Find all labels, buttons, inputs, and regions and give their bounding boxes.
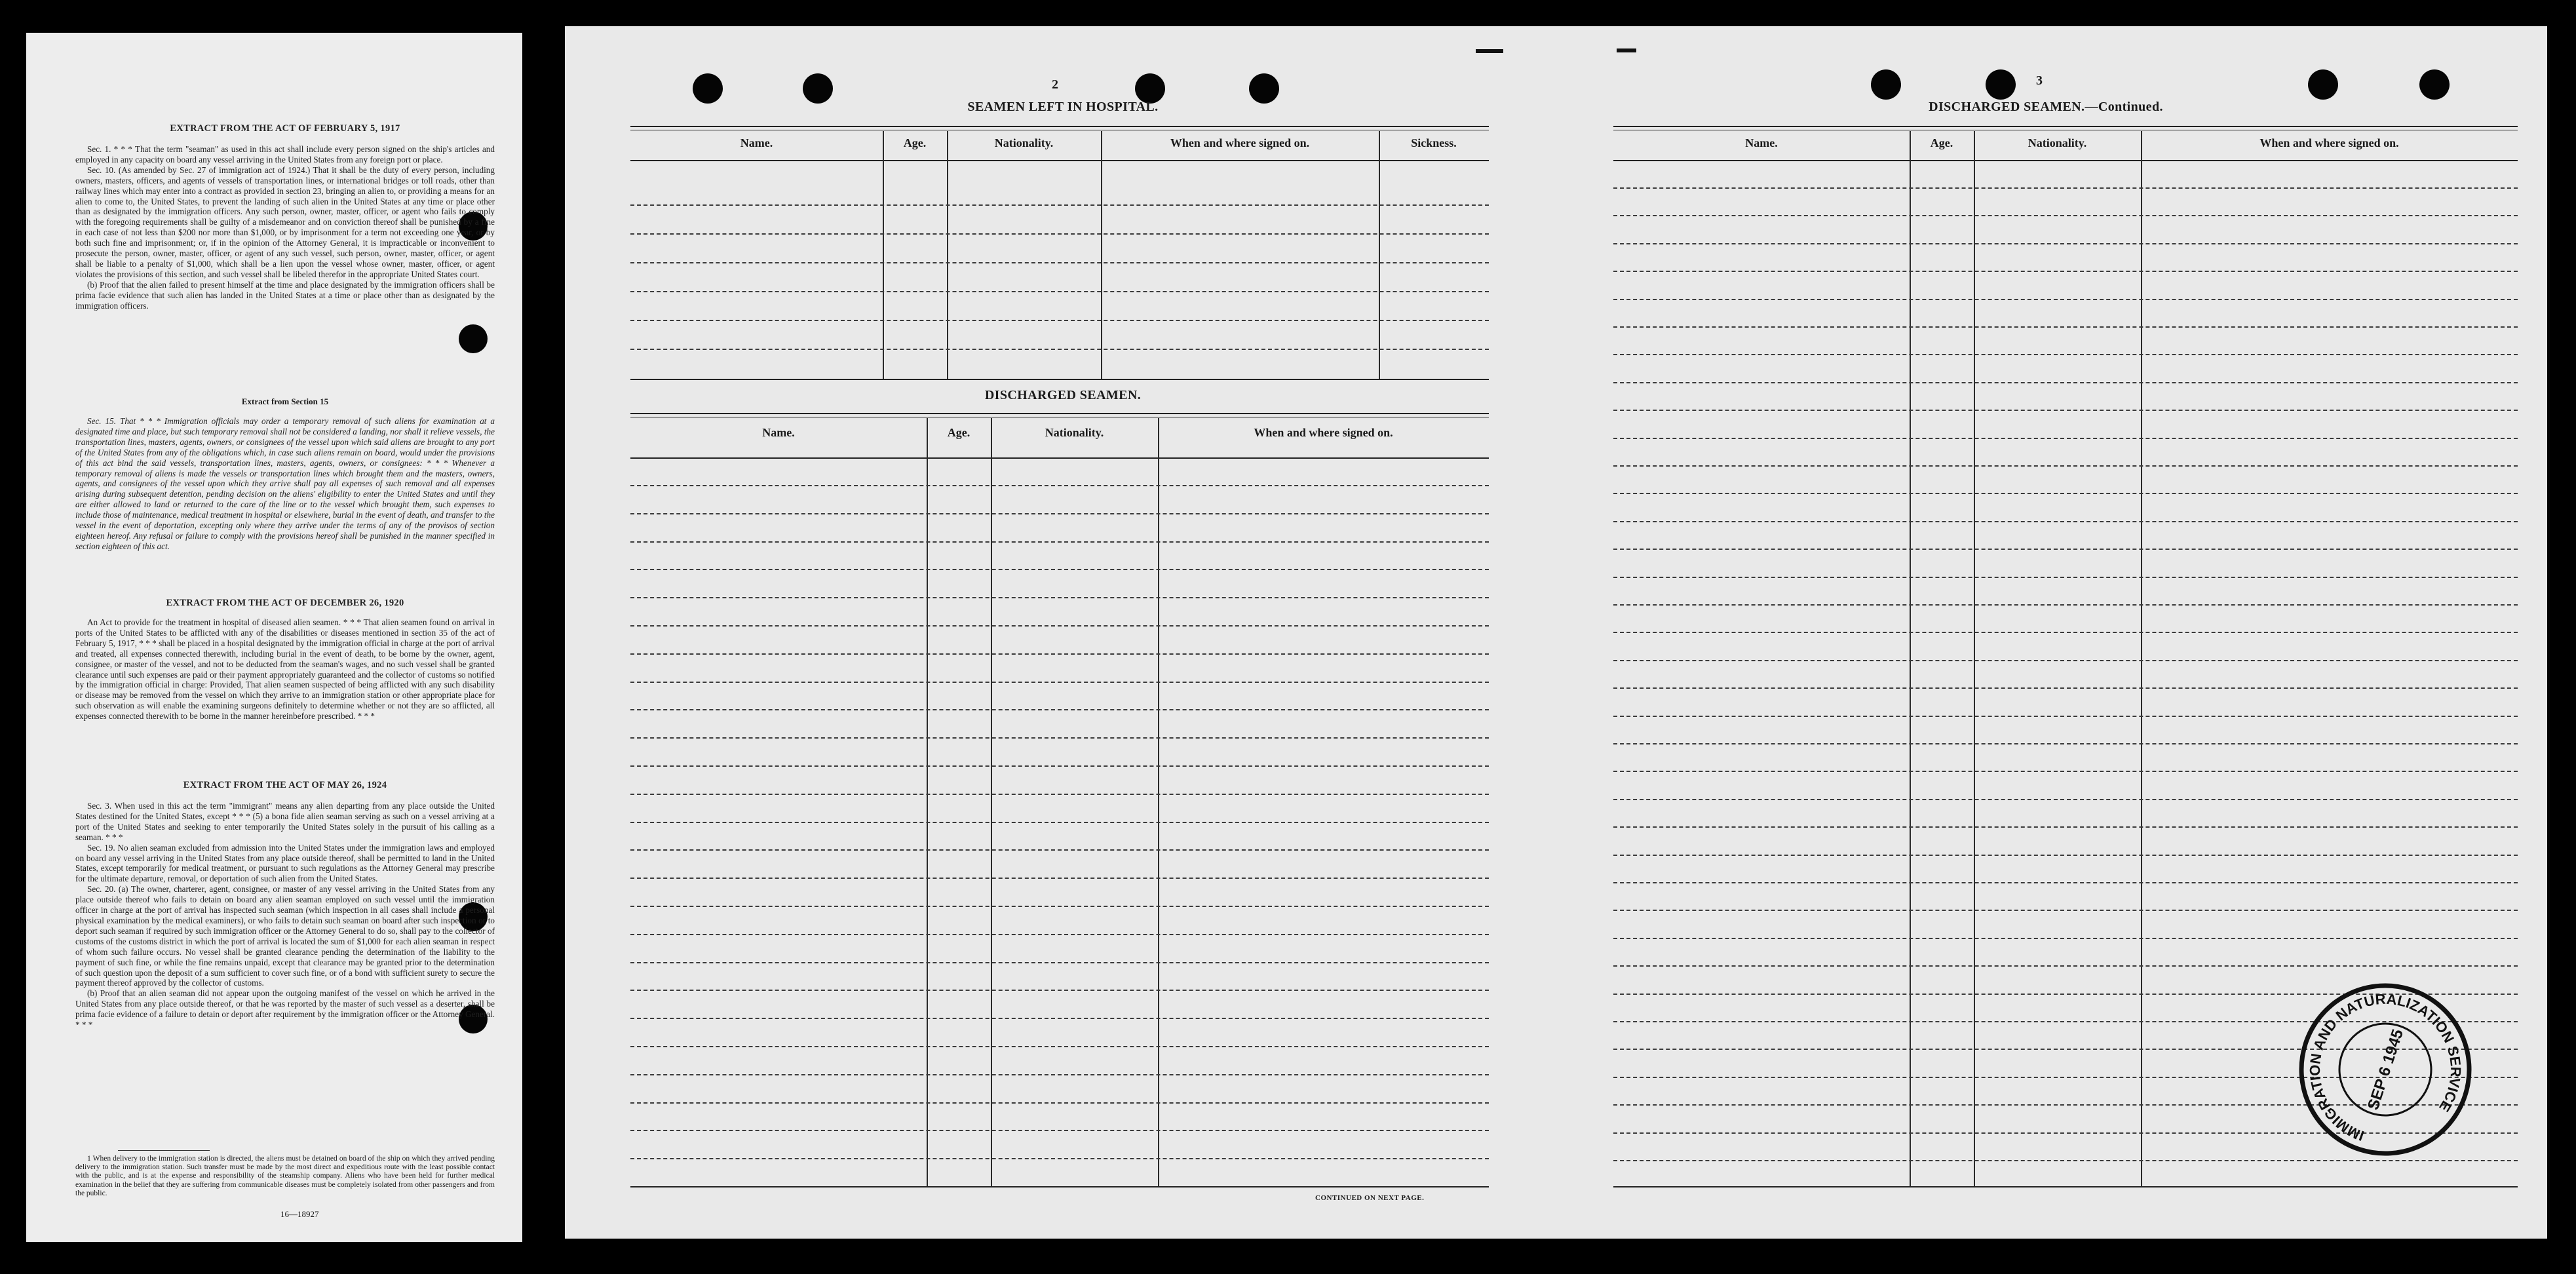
entry-line [630,962,1489,963]
punch-hole [803,73,833,104]
entry-line [630,878,1489,879]
entry-line [1613,855,2518,856]
entry-line [630,233,1489,235]
entry-line [1613,549,2518,550]
paragraph-sec-10b: (b) Proof that the alien failed to present himself at the time and place designated by the immigration officers shall be prima facie evidence that such alien has landed in the United States at a time or place other than as designated by the immigration officers. [75,279,495,311]
col-header-nationality: Nationality. [1045,426,1104,439]
col-header-name: Name. [740,136,773,149]
discharged-table-header [630,418,1489,459]
hospital-section-title: SEAMEN LEFT IN HOSPITAL. [967,100,1159,114]
hospital-table-top-rule [630,126,1489,130]
entry-line [630,262,1489,263]
heading-act-1920: EXTRACT FROM THE ACT OF DECEMBER 26, 1920 [166,598,404,608]
entry-line [1613,716,2518,717]
column-divider [1158,418,1159,1186]
entry-line [630,737,1489,739]
entry-line [630,849,1489,851]
entry-line [1613,687,2518,689]
discharged-continued-title: DISCHARGED SEAMEN.—Continued. [1929,100,2163,114]
entry-line [1613,243,2518,244]
entry-line [630,320,1489,321]
entry-line [1613,604,2518,606]
entry-line [630,794,1489,795]
paragraph-sec-20a: Sec. 20. (a) The owner, charterer, agent, consignee, or master of any vessel arriving in the United States from any place outside thereof who fails to detain on board any alien seaman employed on such vessel until the immigration officer in charge at the port of arrival has inspected such seaman (which inspection in all cases shall include a personal physical examination by the medical examiners), or who fails to detain such seaman on board after such inspection or to deport such seaman if required by such immigration officer or the Attorney General to do so, shall pay to the collector of customs of the customs district in which the port of arrival is located the sum of $1,000 for each alien seaman in respect of whom such failure occurs. No vessel shall be granted clearance pending the determination of the liability to the payment of such fine, or while the fine remains unpaid, except that clearance may be granted prior to the determination of such question upon the deposit of a sum sufficient to cover such fine, or of a bond with sufficient surety to secure the payment thereof approved by the collector of customs. [75,884,495,988]
entry-line [630,625,1489,627]
column-divider [927,418,928,1186]
entry-line [630,822,1489,823]
entry-line [1613,354,2518,355]
entry-line [630,653,1489,655]
heading-act-1917: EXTRACT FROM THE ACT OF FEBRUARY 5, 1917 [170,123,400,134]
paragraph-sec-20b: (b) Proof that an alien seaman did not appear upon the outgoing manifest of the vessel on which he arrived in the United States from any place outside thereof, or that he was reported by the master of such vessel as a deserter, shall be prima facie evidence of a failure to detain or deport after requirement by the immigration officer or the Attorney General. * * * [75,988,495,1030]
entry-line [630,709,1489,710]
column-divider [1379,131,1380,379]
paragraph-act-1920: An Act to provide for the treatment in hospital of diseased alien seamen. * * * That alien seamen found on arrival in ports of the United States to be afflicted with any of the disabilities or diseases mentioned in section 35 of the act of February 5, 1917, * * * shall be placed in a hospital designated by the immigration official in charge at the port of arrival and treated, all expenses connected therewith, including burial in the event of death, to be borne by the owner, agent, consignee, or master of the vessel, and not to be deducted from the seaman's wages, and no such vessel shall be granted clearance until such expenses are paid or their payment appropriately guaranteed and the collector of customs so notified by the immigration official in charge: Provided, That alien seamen suspected of being afflicted with any such disability or disease may be removed from the vessel on which they arrive to an immigration station or other appropriate place for such observation as will enable the examining surgeons definitely to determine whether or not they are so afflicted, all expenses connected therewith to be borne in the manner hereinbefore prescribed. * * * [75,617,495,722]
page-number-2: 2 [1052,77,1058,92]
entry-line [1613,743,2518,744]
entry-line [630,1130,1489,1131]
punch-hole [1986,69,2016,100]
entry-line [630,569,1489,570]
entry-line [630,682,1489,683]
stamp-ring-text: IMMIGRATION AND NATURALIZATION SERVICE [2306,990,2465,1145]
entry-line [630,765,1489,767]
column-divider [2141,131,2142,1186]
punch-hole [2419,69,2450,100]
entry-line [630,1046,1489,1047]
punch-hole [693,73,723,104]
footnote: 1 When delivery to the immigration station is directed, the aliens must be detained on board of the ship on which they arrived pending delivery to the immigration station. Such transfer must be made by the most direct and expeditious route with the least possible contact with the public, and is at the expense and responsibility of the steamship company. Aliens who have been held for further medical examination in the belief that they are suffering from communicable diseases must be completely isolated from other passengers and from the public. [75,1155,495,1197]
entry-line [1613,271,2518,272]
entry-line [630,349,1489,350]
paragraph-sec-10: Sec. 10. (As amended by Sec. 27 of immigration act of 1924.) That it shall be the duty of every person, including owners, masters, officers, and agents of vessels of transportation lines, or international bridges or toll roads, other than railway lines which may enter into a contract as provided in section 23, bringing an alien to, or providing a means for an alien to come to, the United States, to prevent the landing of such alien in the United States at any time or place other than as designated by the immigration officers. Any such person, owner, master, officer, or agent who fails to comply with the foregoing requirements shall be guilty of a misdemeanor and on conviction thereof shall be punished by a fine in each case of not less than $200 nor more than $1,000, or by imprisonment for a term not exceeding one year, or by both such fine and imprisonment; or, if in the opinion of the Attorney General, it is impracticable or inconvenient to prosecute the person, owner, master, officer, or agent of any such vessel, such person, owner, master, officer, or agent shall be liable to a penalty of $1,000, which shall be a lien upon the vessel whose owner, master, officer, or agent violates the provisions of this section, and such vessel shall be libeled therefor in the appropriate United States court. [75,164,495,279]
col-header-nationality: Nationality. [994,136,1054,149]
discharged-section-title: DISCHARGED SEAMEN. [984,388,1142,402]
entry-line [1613,299,2518,300]
entry-line [630,597,1489,598]
entry-line [630,291,1489,292]
entry-line [1613,577,2518,578]
scan-mark [1617,48,1636,52]
column-divider [1101,131,1102,379]
entry-line [630,990,1489,991]
continued-table-bottom-rule [1613,1186,2518,1187]
heading-act-1924: EXTRACT FROM THE ACT OF MAY 26, 1924 [183,780,387,790]
entry-line [1613,771,2518,772]
entry-line [1613,632,2518,633]
paragraph-sec-3: Sec. 3. When used in this act the term "immigrant" means any alien departing from any place outside the United States destined for the United States, except * * * (5) a bona fide alien seaman serving as such on a vessel arriving at a port of the United States and seeking to enter temporarily the United States solely in the pursuit of his calling as a seaman. * * * [75,801,495,842]
legal-extract-sheet [26,33,522,1242]
col-header-signed-on: When and where signed on. [1254,426,1393,439]
entry-line [630,485,1489,486]
entry-line [1613,799,2518,800]
discharged-table-top-rule [630,413,1489,417]
entry-line [1613,187,2518,189]
entry-line [1613,438,2518,439]
entry-line [1613,938,2518,939]
entry-line [1613,382,2518,383]
page-number-3: 3 [2036,73,2043,88]
col-header-nationality: Nationality. [2028,136,2087,149]
entry-line [1613,326,2518,328]
hospital-table-header [630,131,1489,161]
continued-table-header [1613,131,2518,161]
scan-mark [1476,49,1503,53]
entry-line [1613,493,2518,494]
col-header-age: Age. [903,136,927,149]
entry-line [1613,660,2518,661]
column-divider [991,418,992,1186]
entry-line [630,934,1489,935]
seamen-form-sheet [565,26,2547,1239]
col-header-age: Age. [1930,136,1953,149]
form-number: 16—18927 [280,1209,319,1219]
continued-table-top-rule [1613,126,2518,130]
entry-line [630,1102,1489,1104]
extract-1917-body [75,144,495,311]
punch-hole [459,324,488,353]
entry-line [630,906,1489,907]
punch-hole [2308,69,2338,100]
entry-line [630,1018,1489,1019]
paragraph-sec-1: Sec. 1. * * * That the term "seaman" as used in this act shall include every person signed on the ship's articles and employed in any capacity on board any vessel arriving in the United States from any foreign port or place. [75,144,495,164]
col-header-name: Name. [762,426,795,439]
footnote-rule [118,1150,210,1151]
col-header-sickness: Sickness. [1411,136,1457,149]
column-divider [1974,131,1975,1186]
punch-hole [1871,69,1901,100]
col-header-signed-on: When and where signed on. [1170,136,1310,149]
entry-line [1613,215,2518,216]
entry-line [1613,910,2518,911]
entry-line [1613,521,2518,522]
col-header-signed-on: When and where signed on. [2259,136,2399,149]
entry-line [1613,410,2518,411]
entry-line [630,541,1489,543]
entry-line [1613,826,2518,828]
entry-line [630,513,1489,514]
continued-note: CONTINUED ON NEXT PAGE. [1315,1194,1425,1202]
entry-line [630,204,1489,206]
column-divider [947,131,948,379]
entry-line [1613,965,2518,967]
stamp-date: SEP 6 1945 [2364,1027,2408,1113]
column-divider [883,131,884,379]
entry-line [1613,465,2518,467]
entry-line [1613,882,2518,883]
paragraph-sec-15: Sec. 15. That * * * Immigration officials may order a temporary removal of such aliens for examination at a designated time and place, but such temporary removal shall not be considered a landing, nor shall it relieve vessels, the transportation lines, masters, agents, owners, or consignees of the vessel upon which said aliens are brought to any port of the United States from any of the obligations which, in case such aliens remain on board, would under the provisions of this act bind the said vessels, transportation lines, masters, agents, owners, or consignees: * * * Whenever a temporary removal of aliens is made the vessels or transportation lines which brought them and the masters, owners, agents, and consignees of the vessel upon which they arrive shall pay all expenses of such removal and all expenses arising during subsequent detention, pending decision on the aliens' eligibility to enter the United States and until they are either allowed to land or returned to the care of the line or to the vessel which brought them, such expenses to include those of maintenance, medical treatment in hospital or elsewhere, burial in the event of death, and transfer to the vessel in the event of deportation, excepting only where they arrive under the terms of any of the provisos of section eighteen hereof. Any refusal or failure to comply with the provisions hereof shall be punished in the manner specified in section eighteen of this act. [75,416,495,551]
paragraph-sec-19: Sec. 19. No alien seaman excluded from admission into the United States under the immigration laws and employed on board any vessel arriving in the United States from any place outside thereof, shall be permitted to land in the United States, except temporarily for medical treatment, or pursuant to such regulations as the Attorney General may prescribe for the ultimate departure, removal, or deportation of such alien from the United States. [75,842,495,884]
col-header-age: Age. [947,426,971,439]
extract-1924-body [75,801,495,1030]
entry-line [630,1158,1489,1159]
column-divider [1910,131,1911,1186]
col-header-name: Name. [1745,136,1778,149]
date-received-stamp [2287,971,2484,1168]
hospital-table-bottom-rule [630,379,1489,380]
discharged-table-bottom-rule [630,1186,1489,1187]
subheading-section-15: Extract from Section 15 [241,396,329,406]
entry-line [630,1074,1489,1075]
